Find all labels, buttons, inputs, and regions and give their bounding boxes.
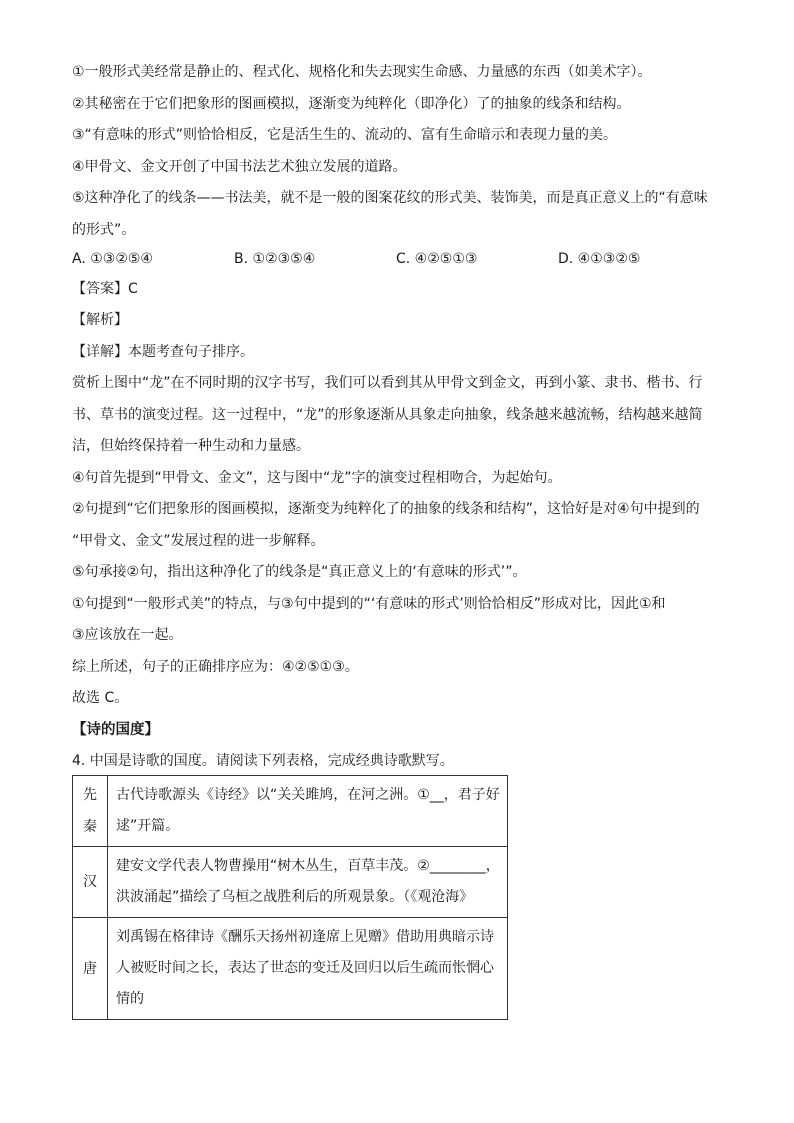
dynasty-char: 秦 — [83, 819, 97, 835]
detail-line-3: 书、草书的演变过程。这一过程中，“龙”的形象逐渐从具象走向抽象，线条越来越流畅，结构越来越简 — [72, 406, 703, 423]
poem-cell: 古代诗歌源头《诗经》以“关关雎鸠，在河之洲。①__，君子好逑”开篇。 — [108, 776, 508, 847]
dynasty-cell — [73, 776, 108, 847]
option-d: D. ④①③②⑤ — [558, 251, 641, 267]
dynasty-char: 唐 — [83, 960, 97, 977]
dynasty-char: 汉 — [83, 874, 97, 890]
detail-line-7: “甲骨文、金文”发展过程的进一步解释。 — [72, 532, 325, 549]
detail-line-8: ⑤句承接②句，指出这种净化了的线条是“真正意义上的‘有意味的形式’”。 — [72, 564, 527, 580]
poem-cell: 刘禹锡在格律诗《酬乐天扬州初逢席上见赠》借助用典暗示诗人被贬时间之长，表达了世态的变迁及回归以后生疏而怅惘心情的 — [108, 918, 508, 1020]
option-c: C. ④②⑤①③ — [396, 251, 478, 267]
dynasty-char: 先 — [83, 787, 97, 803]
detail-line-2: 赏析上图中“龙”在不同时期的汉字书写，我们可以看到其从甲骨文到金文，再到小篆、隶书、楷书、行 — [72, 375, 703, 391]
detail-line-4: 洁，但始终保持着一种生动和力量感。 — [72, 438, 310, 454]
option-b: B. ①②③⑤④ — [234, 251, 316, 267]
detail-line-11: 综上所述，句子的正确排序应为：④②⑤①③。 — [72, 658, 359, 675]
poem-cell: 建安文学代表人物曹操用“树木丛生，百草丰茂。②________，洪波涌起”描绘了乌桓之战胜利后的所观景象。（《观沧海》 — [108, 847, 508, 918]
detail-line-6: ②句提到“它们把象形的图画模拟，逐渐变为纯粹化了的抽象的线条和结构”，这恰好是对④句中提到的 — [72, 501, 700, 517]
dynasty-cell — [73, 847, 108, 918]
table-row — [73, 776, 508, 847]
section-title: 【诗的国度】 — [72, 721, 159, 738]
answer: 【答案】C — [72, 280, 138, 297]
poem-table — [72, 775, 508, 1020]
option-a: A. ①③②⑤④ — [72, 251, 153, 267]
sentence-5-cont: 的形式”。 — [72, 221, 136, 238]
table-row — [73, 847, 508, 918]
sentence-4: ④甲骨文、金文开创了中国书法艺术独立发展的道路。 — [72, 158, 407, 175]
sentence-2: ②其秘密在于它们把象形的图画模拟，逐渐变为纯粹化（即净化）了的抽象的线条和结构。 — [72, 95, 631, 112]
sentence-3: ③“有意味的形式”则恰恰相反，它是活生生的、流动的、富有生命暗示和表现力量的美。 — [72, 127, 618, 143]
detail-line-12: 故选 C。 — [72, 690, 129, 706]
detail-line-10: ③应该放在一起。 — [72, 627, 183, 643]
table-row — [73, 918, 508, 1020]
dynasty-cell — [73, 918, 108, 1020]
document-page — [72, 62, 732, 771]
detail-line-5: ④句首先提到“甲骨文、金文”，这与图中“龙”字的演变过程相吻合，为起始句。 — [72, 469, 562, 486]
question-4: 4. 中国是诗歌的国度。请阅读下列表格，完成经典诗歌默写。 — [72, 753, 454, 769]
detail-line-9: ①句提到“一般形式美”的特点，与③句中提到的“‘有意味的形式’则恰恰相反”形成对比，因此①和 — [72, 595, 666, 612]
detail-line-1: 【详解】本题考查句子排序。 — [72, 343, 254, 360]
sentence-1: ①一般形式美经常是静止的、程式化、规格化和失去现实生命感、力量感的东西（如美术字）。 — [72, 64, 652, 80]
analysis-label: 【解析】 — [72, 312, 128, 328]
sentence-5: ⑤这种净化了的线条——书法美，就不是一般的图案花纹的形式美、装饰美，而是真正意义上的“有意味 — [72, 190, 708, 206]
answer-options — [72, 251, 732, 267]
